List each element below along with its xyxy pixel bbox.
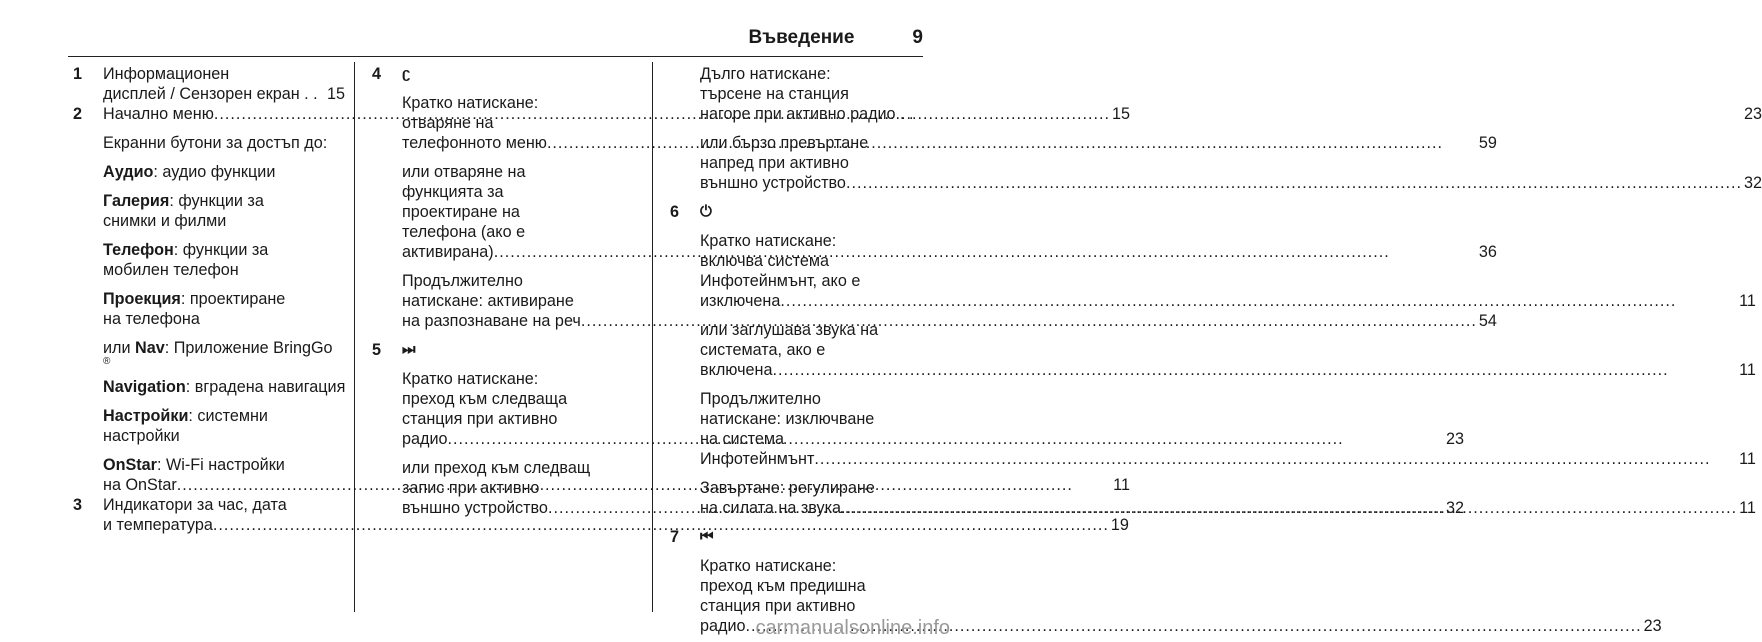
previous-track-icon: ⏮ xyxy=(700,528,714,545)
page-ref: 11 xyxy=(1739,450,1756,468)
paragraph: или преход към следващ запис при активно външно устройство ..... 32 xyxy=(402,458,1464,518)
entry-number: 3 xyxy=(73,496,83,514)
next-track-icon: ⏭ xyxy=(402,341,416,358)
page-ref: 15 xyxy=(1111,105,1130,123)
paragraph: Кратко натискане: преход към предишна станция при активно радио ..... 23 xyxy=(700,556,1662,636)
function-projection: Проекция: проектиране на телефона xyxy=(103,290,286,328)
function-phone: Телефон: функции за мобилен телефон xyxy=(103,241,269,279)
page-ref: 32 xyxy=(1446,499,1465,517)
entry-text: Индикатори за час, дата xyxy=(103,496,287,514)
page-ref: 23 xyxy=(1643,617,1662,635)
entry-number: 7 xyxy=(670,528,680,546)
registered-mark: ® xyxy=(103,356,111,367)
paragraph: или отваряне на функцията за проектиране на телефона (ако е активирана) ..... 36 xyxy=(402,162,1497,262)
function-navigation: Navigation: вградена навигация xyxy=(103,378,346,396)
function-nav: или Nav: Приложение BringGo ® xyxy=(103,338,1130,368)
page-number: 9 xyxy=(912,27,923,48)
page-header xyxy=(749,28,924,48)
page-ref: 59 xyxy=(1478,134,1497,152)
paragraph: Кратко натискане: включва система Инфотейнмънт, ако е изключена ..... 11 xyxy=(700,231,1756,311)
paragraph: Завъртане: регулиране на силата на звука ..... 11 xyxy=(700,478,1756,518)
entry-number: 6 xyxy=(670,203,680,221)
page-ref: 11 xyxy=(1739,361,1756,379)
paragraph: или заглушава звука на системата, ако е включена ..... 11 xyxy=(700,320,1756,380)
function-onstar: OnStar: Wi-Fi настройки на OnStar ..... 11 xyxy=(103,455,1130,495)
entry-text: Екранни бутони за достъп до: xyxy=(103,134,328,152)
page-ref: 19 xyxy=(1110,516,1129,534)
paragraph: Дълго натискане: търсене на станция нагоре при активно радио . . 23 xyxy=(700,65,1762,123)
header-rule xyxy=(68,56,923,57)
toc-line: Начално меню ..... 15 xyxy=(103,104,1130,124)
page-ref: 15 xyxy=(326,85,345,103)
entry-number: 5 xyxy=(372,341,382,359)
entry-text: Информационен xyxy=(103,65,230,83)
function-audio: Аудио: аудио функции xyxy=(103,163,276,181)
page-ref: 11 xyxy=(1739,292,1756,310)
paragraph: Продължително натискане: активиране на разпознаване на реч ..... 54 xyxy=(402,271,1497,331)
toc-line: дисплей / Сензорен екран . . 15 xyxy=(103,85,345,103)
page-title: Въведение xyxy=(748,27,855,48)
page-ref: 11 xyxy=(1739,499,1756,517)
entry-3 xyxy=(73,495,1129,535)
function-gallery: Галерия: функции за снимки и филми xyxy=(103,192,264,230)
function-settings: Настройки: системни настройки xyxy=(103,407,268,445)
entry-number: 2 xyxy=(73,105,83,123)
page-ref: 32 xyxy=(1744,174,1762,192)
paragraph: или бързо превъртане напред при активно външно устройство ..... 32 xyxy=(700,133,1762,193)
paragraph: Кратко натискане: отваряне на телефонното меню ..... 59 xyxy=(402,93,1497,153)
paragraph: Кратко натискане: преход към следваща станция при активно радио ..... 23 xyxy=(402,369,1464,449)
entry-number: 4 xyxy=(372,65,382,83)
power-icon: ⏻ xyxy=(700,203,712,220)
page-ref: 23 xyxy=(1446,430,1465,448)
phone-icon: ʗ xyxy=(402,65,411,82)
toc-line: и температура ..... 19 xyxy=(103,515,1129,535)
page-ref: 11 xyxy=(1113,476,1130,494)
page-ref: 36 xyxy=(1478,243,1497,261)
page-ref: 23 xyxy=(1744,105,1762,123)
entry-number: 1 xyxy=(73,65,83,83)
entry-1 xyxy=(73,64,345,104)
page-ref: 54 xyxy=(1478,312,1497,330)
watermark: carmanualsonline.info xyxy=(755,617,950,639)
paragraph: Продължително натискане: изключване на система Инфотейнмънт ..... 11 xyxy=(700,389,1756,469)
